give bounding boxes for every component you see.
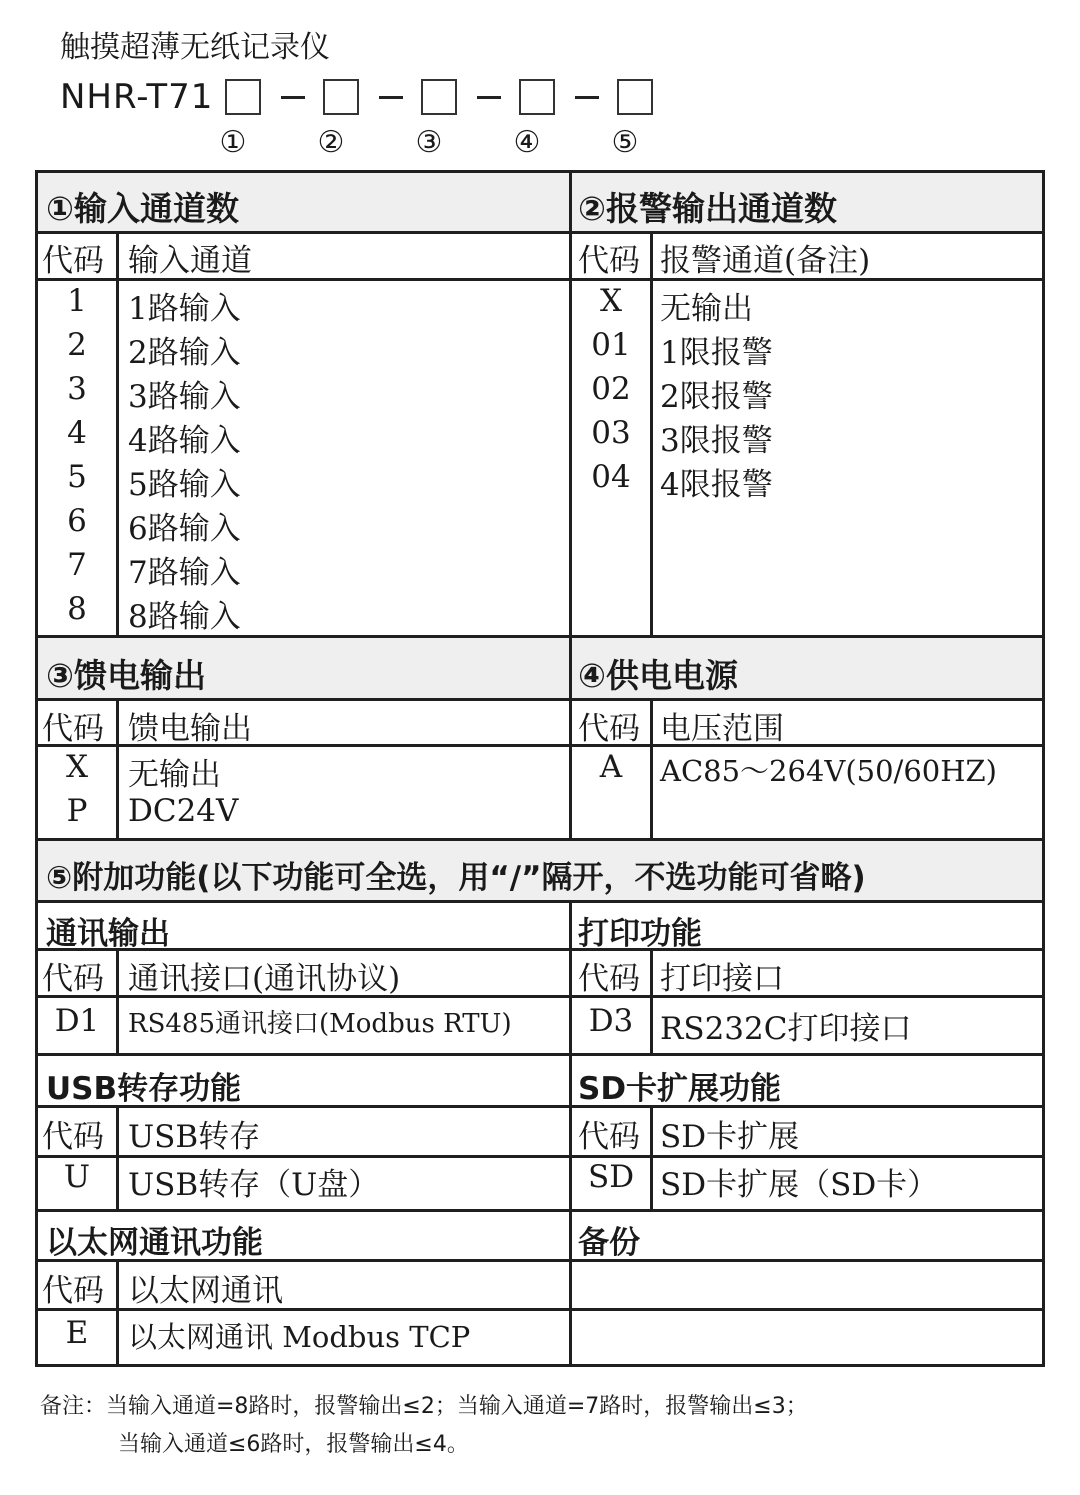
column-header-value: SD卡扩展 [660,1119,800,1155]
row-value: AC85～264V(50/60HZ) [660,754,997,788]
column-header-value: 电压范围 [660,711,784,747]
subsection-heading-sd: SD卡扩展功能 [578,1071,782,1107]
table-rule [116,948,119,1055]
column-header-code: 代码 [578,243,640,279]
model-code [60,72,653,122]
row-value: DC24V [128,793,239,829]
row-code: D3 [588,1003,634,1039]
column-header-code: 代码 [42,1273,104,1309]
table-rule [650,948,653,1055]
table-rule [38,231,1042,234]
table-rule [116,231,119,638]
row-code: E [65,1315,89,1351]
document-title: 触摸超薄无纸记录仪 [60,30,330,65]
subsection-heading-print: 打印功能 [578,916,702,952]
slot-number-1: ① [219,125,247,160]
slot-number-5: ⑤ [611,125,639,160]
model-slot-numbers [0,125,700,161]
row-code: 4 [67,415,87,451]
row-value: USB转存（U盘） [128,1167,380,1203]
row-value: 无输出 [128,757,221,793]
row-code: 02 [591,371,631,407]
subsection-heading-usb: USB转存功能 [46,1071,242,1107]
row-value: 7路输入 [128,555,241,591]
model-dash [281,96,305,99]
table-rule [650,1105,653,1209]
table-rule [116,698,119,838]
subsection-heading-comm: 通讯输出 [46,916,170,952]
row-value: 1路输入 [128,291,241,327]
section-heading-extra: ⑤附加功能(以下功能可全选，用“/”隔开，不选功能可省略) [46,860,866,896]
column-header-value: 报警通道(备注) [660,243,871,279]
column-header-value: 打印接口 [660,961,784,997]
table-rule [38,698,1042,701]
table-rule [38,900,1042,903]
column-header-value: 馈电输出 [128,711,252,747]
slot-number-4: ④ [513,125,541,160]
column-header-code: 代码 [578,711,640,747]
row-value: 5路输入 [128,467,241,503]
table-rule [38,838,1042,841]
model-slot-5 [617,79,653,115]
model-dash [379,96,403,99]
row-value: 4限报警 [660,467,773,503]
model-slot-4 [519,79,555,115]
row-value: 以太网通讯 Modbus TCP [128,1320,471,1354]
model-dash [575,96,599,99]
row-value: SD卡扩展（SD卡） [660,1167,939,1203]
row-value: 2路输入 [128,335,241,371]
row-code: SD [587,1159,635,1195]
row-code: P [66,793,88,829]
section-heading-power: ④供电电源 [578,656,738,695]
model-slot-1 [225,79,261,115]
row-code: D1 [54,1003,100,1039]
column-header-code: 代码 [578,961,640,997]
row-value: 无输出 [660,291,753,327]
column-header-code: 代码 [578,1119,640,1155]
model-slot-3 [421,79,457,115]
row-code: 03 [591,415,631,451]
section-heading-input: ①输入通道数 [46,189,239,228]
column-header-code: 代码 [42,711,104,747]
row-code: 01 [591,327,631,363]
row-value: RS485通讯接口(Modbus RTU) [128,1009,512,1039]
column-header-code: 代码 [42,243,104,279]
subsection-heading-backup: 备份 [578,1225,640,1261]
row-value: 6路输入 [128,511,241,547]
row-code: U [63,1159,91,1195]
row-code: 3 [67,371,87,407]
row-code: 04 [591,459,631,495]
table-rule [38,1053,1042,1056]
column-header-code: 代码 [42,1119,104,1155]
model-dash [477,96,501,99]
row-value: 4路输入 [128,423,241,459]
row-code: 1 [67,283,87,319]
table-rule [38,1209,1042,1212]
subsection-heading-ethernet: 以太网通讯功能 [46,1225,263,1261]
column-header-value: 以太网通讯 [128,1273,283,1309]
row-value: 8路输入 [128,599,241,635]
table-rule [650,698,653,838]
row-code: 6 [67,503,87,539]
row-code: X [65,749,89,785]
slot-number-2: ② [317,125,345,160]
row-value: 1限报警 [660,335,773,371]
table-rule [569,900,572,1364]
row-value: 2限报警 [660,379,773,415]
table-rule [38,948,1042,951]
row-code: 8 [67,591,87,627]
row-value: RS232C打印接口 [660,1011,912,1047]
selection-table [35,170,1045,1367]
row-value: 3路输入 [128,379,241,415]
table-rule [116,1259,119,1364]
row-code: 5 [67,459,87,495]
row-code: A [599,749,623,785]
row-code: 2 [67,327,87,363]
row-code: X [599,283,623,319]
row-code: 7 [67,547,87,583]
table-rule [116,1105,119,1209]
column-header-value: USB转存 [128,1119,261,1155]
table-rule [650,231,653,638]
model-slot-2 [323,79,359,115]
section-heading-feed: ③馈电输出 [46,656,206,695]
column-header-value: 输入通道 [128,243,252,279]
model-prefix: NHR-T71 [60,77,214,117]
section-heading-alarm: ②报警输出通道数 [578,189,837,228]
note-line-2: 当输入通道≤6路时，报警输出≤4。 [118,1432,469,1457]
column-header-code: 代码 [42,961,104,997]
slot-number-3: ③ [415,125,443,160]
table-rule [569,638,572,838]
row-value: 3限报警 [660,423,773,459]
note-line-1: 备注：当输入通道=8路时，报警输出≤2；当输入通道=7路时，报警输出≤3； [40,1394,808,1419]
column-header-value: 通讯接口(通讯协议) [128,961,401,997]
